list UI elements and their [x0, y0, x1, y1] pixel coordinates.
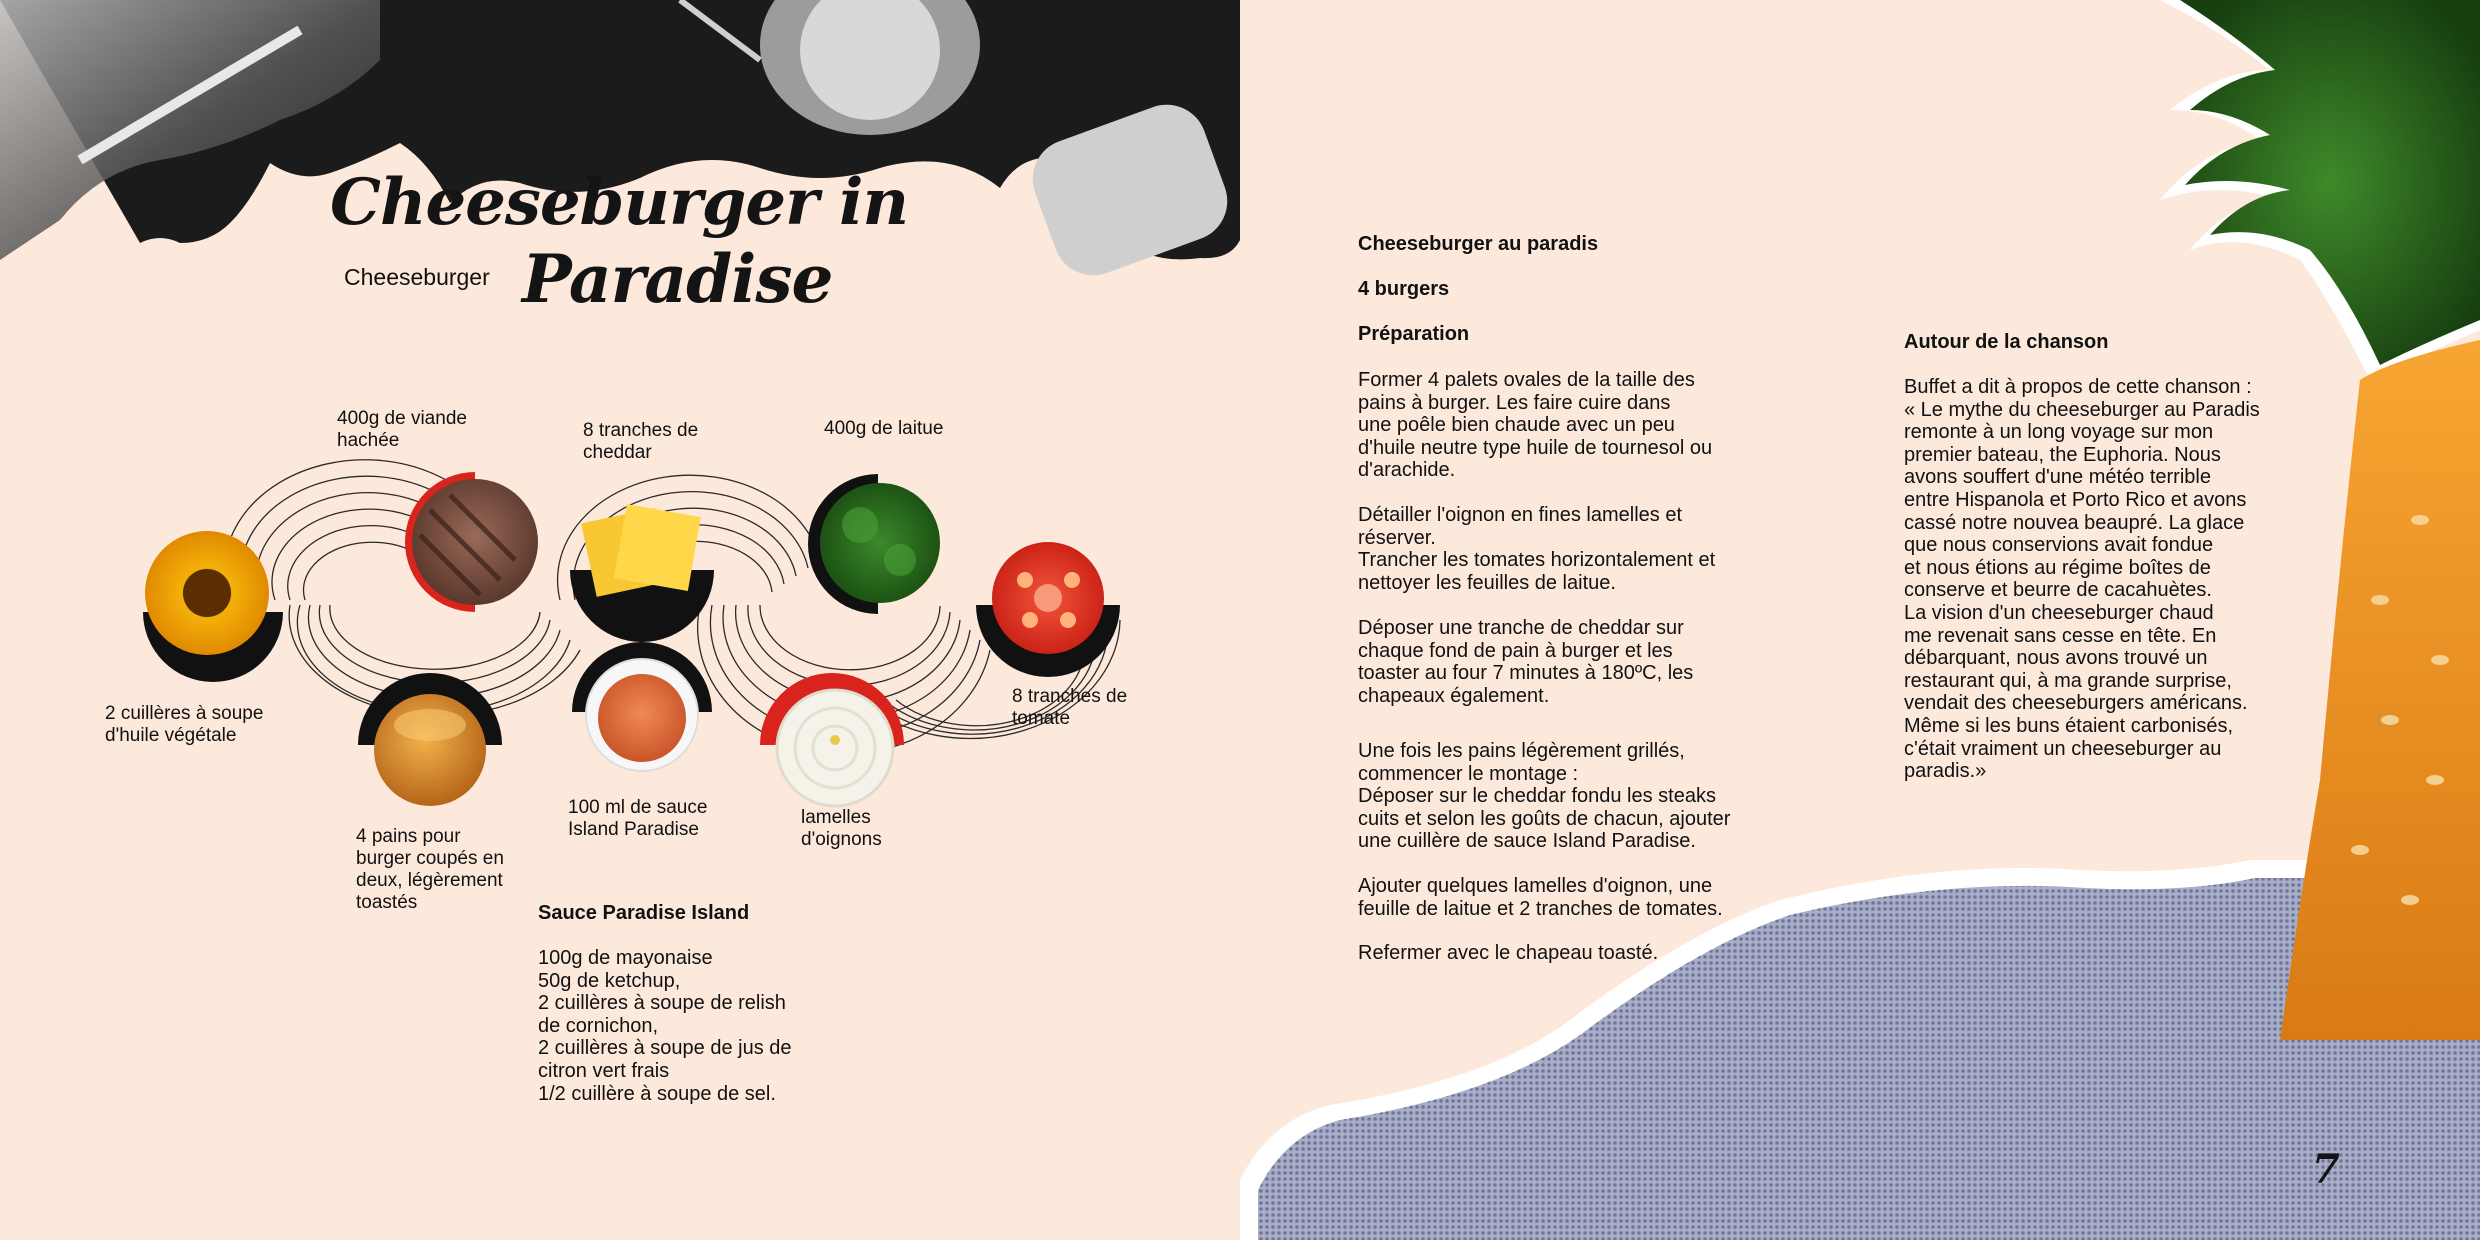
sauce-line: de cornichon, [538, 1014, 659, 1037]
recipe-title-line2: Paradise [522, 240, 833, 318]
recipe-title-line1: Cheeseburger in [330, 165, 908, 240]
ingredient-label-lettuce: 400g de laitue [824, 418, 944, 439]
burger-bun-icon [374, 694, 486, 806]
sauce-line: 50g de ketchup, [538, 969, 681, 992]
recipe-heading: Cheeseburger au paradis [1358, 233, 1599, 255]
preparation-heading: Préparation [1358, 323, 1470, 345]
sauce-ingredients [538, 947, 792, 1105]
sunflower-icon [145, 531, 269, 655]
sauce-line: citron vert frais [538, 1059, 670, 1082]
ingredient-label-meat: 400g de viande hachée [337, 408, 467, 451]
ingredient-label-tomato: 8 tranches de tomate [1012, 686, 1128, 729]
lettuce-icon [820, 483, 940, 603]
sauce-line: 2 cuillères à soupe de relish [538, 992, 786, 1015]
preparation-step-3: Déposer une tranche de cheddar sur chaque fond de pain à burger et les toaster au four 7 minutes à 180ºC, les chapeaux également. [1358, 617, 1694, 707]
ingredient-label-sauce: 100 ml de sauce Island Paradise [568, 797, 708, 840]
servings: 4 burgers [1358, 278, 1450, 300]
sauce-title: Sauce Paradise Island [538, 902, 750, 924]
sauce-bowl-icon [586, 659, 698, 771]
preparation-step-2: Détailler l'oignon en fines lamelles et réserver. Trancher les tomates horizontalement et nettoyer les feuilles de laitue. [1358, 504, 1716, 594]
burger-patty-icon [412, 479, 538, 605]
sauce-line: 1/2 cuillère à soupe de sel. [538, 1082, 776, 1105]
song-anecdote: Buffet a dit à propos de cette chanson : « Le mythe du cheeseburger au Paradis remonte à un long voyage sur mon premier bateau, the Euphoria. Nous avons souffert d'une météo terrible entre Hispanola et Porto Rico et avons cassé notre nouvea beaupré. La glace que nous conservions avait fondue et nous étions au régime boîtes de conserve et beurre de cacahuètes. La vision d'un cheeseburger chaud me revenait sans cesse en tête. En débarquant, nous avons trouvé un restaurant qui, à ma grande surprise, vendait des cheeseburgers américans. Même si les buns étaient carbonisés, c'était vraiment un cheeseburger au paradis.» [1904, 376, 2260, 783]
tomato-slice-icon [992, 542, 1104, 654]
onion-icon [777, 690, 893, 806]
ingredient-label-buns: 4 pains pour burger coupés en deux, légèrement toastés [356, 826, 504, 913]
sauce-line: 2 cuillères à soupe de jus de [538, 1037, 792, 1060]
burger-bun-photo [2280, 340, 2480, 1040]
song-heading: Autour de la chanson [1904, 331, 2109, 353]
preparation-step-5: Ajouter quelques lamelles d'oignon, une feuille de laitue et 2 tranches de tomates. [1358, 875, 1723, 920]
ingredient-label-cheddar: 8 tranches de cheddar [583, 420, 699, 463]
recipe-subtitle: Cheeseburger [344, 264, 490, 290]
right-page [1240, 0, 2480, 1240]
preparation-step-4: Une fois les pains légèrement grillés, commencer le montage : Déposer sur le cheddar fondu les steaks cuits et selon les goûts de chacun, ajouter une cuillère de sauce Island Paradise. [1358, 740, 1731, 853]
preparation-step-1: Former 4 palets ovales de la taille des pains à burger. Les faire cuire dans une poêle bien chaude avec un peu d'huile neutre type huile de tournesol ou d'arachide. [1358, 369, 1713, 482]
page-number: 7 [2312, 1146, 2339, 1193]
cheese-slices-icon [581, 504, 701, 597]
sauce-line: 100g de mayonaise [538, 947, 713, 969]
preparation-step-6: Refermer avec le chapeau toasté. [1358, 942, 1659, 964]
ingredient-label-onions: lamelles d'oignons [801, 807, 882, 850]
ingredient-label-oil: 2 cuillères à soupe d'huile végétale [105, 703, 264, 746]
